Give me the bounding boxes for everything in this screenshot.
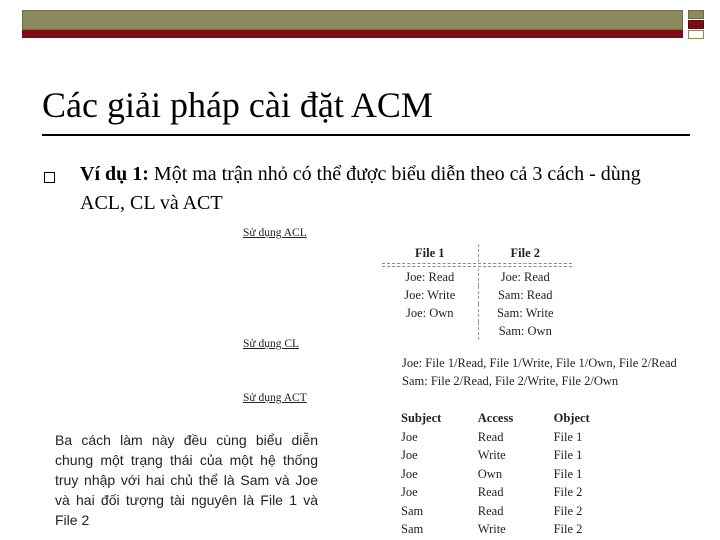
bullet-body: Một ma trận nhỏ có thể được biểu diễn theo cả 3 cách - dùng ACL, CL và ACT (80, 163, 641, 214)
act-cell: Joe (401, 485, 418, 499)
act-cell: File 2 (553, 503, 583, 518)
act-cell: Own (477, 466, 503, 481)
acl-cell: Sam: Own (498, 324, 552, 338)
acl-header-file2: File 2 (510, 246, 540, 260)
bullet-text (80, 160, 680, 218)
act-cell: File 1 (553, 466, 583, 481)
act-table (401, 409, 601, 539)
act-label: Sử dụng ACT (243, 392, 307, 404)
cl-line-sam: Sam: File 2/Read, File 2/Write, File 2/Own (402, 374, 619, 388)
slide-title: Các giải pháp cài đặt ACM (42, 85, 433, 125)
act-header-access: Access (477, 411, 514, 425)
top-decorative-band (22, 10, 683, 38)
bullet-square-icon (44, 172, 55, 183)
acl-cell: Joe: Read (500, 270, 550, 284)
explanation-note: Ba cách làm này đều cùng biểu diễn chung một trạng thái của một hệ thống truy nhập với hai chủ thể là Sam và Joe và hai đối tượng tài nguyên là File 1 và File 2 (55, 432, 318, 528)
cl-list (402, 354, 712, 390)
acl-table (382, 244, 572, 340)
act-cell: Joe (401, 466, 418, 481)
corner-square (688, 10, 704, 19)
act-cell: Write (477, 522, 506, 536)
act-cell: Read (477, 485, 504, 499)
corner-square (688, 20, 704, 29)
acl-cell: Joe: Read (382, 268, 479, 286)
act-cell: Joe (401, 429, 418, 444)
act-cell: File 1 (553, 448, 583, 462)
act-cell: Joe (401, 448, 418, 462)
acl-header-separator (382, 263, 572, 267)
act-cell: Sam (401, 503, 424, 518)
act-cell: File 1 (553, 429, 583, 444)
acl-cell: Sam: Write (496, 306, 554, 320)
act-cell: Sam (401, 522, 424, 536)
act-cell: File 2 (553, 485, 583, 499)
act-cell: File 2 (553, 522, 583, 536)
maroon-bar (22, 30, 683, 38)
acl-cell (382, 322, 479, 340)
acl-cell: Sam: Read (497, 288, 553, 302)
title-underline (42, 134, 690, 136)
bullet-lead: Ví dụ 1: (80, 163, 149, 185)
acl-label: Sử dụng ACL (243, 227, 307, 239)
act-header-object: Object (553, 411, 590, 425)
corner-squares (688, 10, 706, 40)
act-cell: Read (477, 429, 504, 444)
cl-line-joe: Joe: File 1/Read, File 1/Write, File 1/Own, File 2/Read (402, 356, 677, 370)
acl-cell: Joe: Write (382, 286, 479, 304)
act-cell: Read (477, 503, 504, 518)
corner-square (688, 30, 704, 39)
acl-cell: Joe: Own (382, 304, 479, 322)
cl-label: Sử dụng CL (243, 338, 300, 350)
act-cell: Write (477, 448, 506, 462)
olive-bar (22, 10, 683, 30)
acl-header-file1: File 1 (382, 244, 479, 262)
act-header-subject: Subject (401, 411, 442, 425)
